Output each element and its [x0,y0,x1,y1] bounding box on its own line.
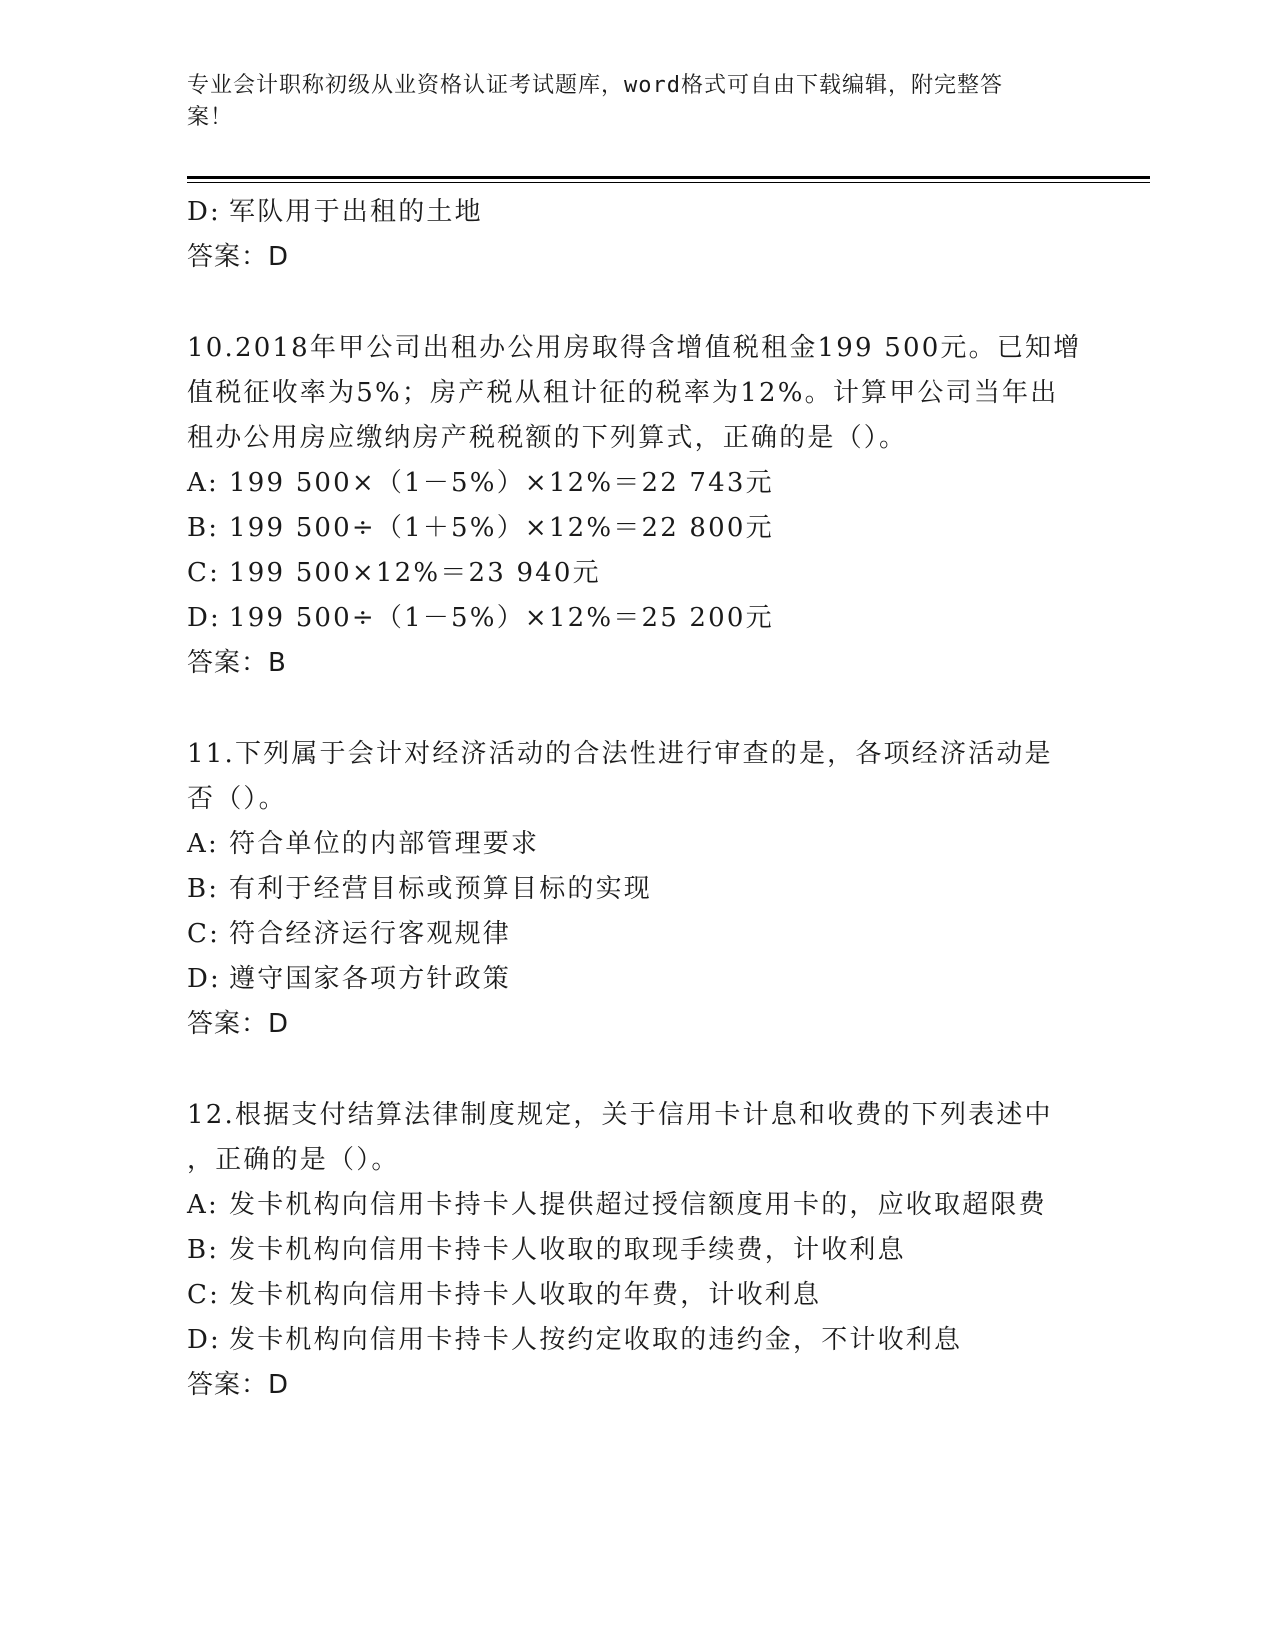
option-text: 发卡机构向信用卡持卡人收取的取现手续费，计收利息 [229,1235,906,1265]
option-key: B: [187,513,220,543]
question-stem-line: 12.根据支付结算法律制度规定，关于信用卡计息和收费的下列表述中 [187,1100,1053,1130]
option-key: A: [187,1190,219,1220]
question-10 [187,326,1087,686]
exam-content [187,190,1087,1408]
option-b [187,506,1087,551]
question-11 [187,732,1087,1047]
option-c [187,551,1087,596]
option-text: 符合经济运行客观规律 [229,919,512,949]
spacer [187,280,1087,326]
option-a [187,1183,1087,1228]
answer-line: 答案：D [187,242,290,272]
header-line-1: 专业会计职称初级从业资格认证考试题库，word格式可自由下载编辑，附完整答 [187,73,1003,98]
question-stem-line: 值税征收率为5%；房产税从租计征的税率为12%。计算甲公司当年出 [187,378,1059,408]
option-text: 有利于经营目标或预算目标的实现 [229,874,653,904]
option-c [187,1273,1087,1318]
header-line-2: 案！ [187,105,234,130]
option-text: 199 500×12%＝23 940元 [229,558,601,588]
question-stem-line: ，正确的是（）。 [187,1145,400,1175]
question-stem-line: 租办公用房应缴纳房产税税额的下列算式，正确的是（）。 [187,423,908,453]
option-text: 军队用于出租的土地 [229,197,483,227]
option-key: D: [187,603,222,633]
option-key: C: [187,919,221,949]
option-key: A: [187,829,219,859]
option-text: 遵守国家各项方针政策 [229,964,512,994]
option-c [187,912,1087,957]
question-stem-line: 11.下列属于会计对经济活动的合法性进行审查的是，各项经济活动是 [187,739,1053,769]
option-text: 199 500×（1－5%）×12%＝22 743元 [229,468,774,498]
option-text: 199 500÷（1＋5%）×12%＝22 800元 [229,513,774,543]
option-d [187,957,1087,1002]
page-header [187,70,1067,134]
answer-line: 答案：D [187,1009,290,1039]
option-d [187,190,1087,235]
option-a [187,461,1087,506]
option-b [187,867,1087,912]
option-d [187,596,1087,641]
question-12 [187,1093,1087,1408]
question-stem-line: 10.2018年甲公司出租办公用房取得含增值税租金199 500元。已知增 [187,333,1082,363]
answer-line: 答案：D [187,1370,290,1400]
option-key: C: [187,1280,221,1310]
option-text: 发卡机构向信用卡持卡人收取的年费，计收利息 [229,1280,822,1310]
prev-question-block [187,190,1087,280]
option-key: B: [187,874,220,904]
option-text: 199 500÷（1－5%）×12%＝25 200元 [229,603,774,633]
option-b [187,1228,1087,1273]
option-text: 符合单位的内部管理要求 [229,829,540,859]
option-key: D: [187,197,222,227]
header-divider-thin [187,182,1150,183]
question-stem-line: 否（）。 [187,784,287,814]
spacer [187,1047,1087,1093]
option-d [187,1318,1087,1363]
option-a [187,822,1087,867]
option-text: 发卡机构向信用卡持卡人提供超过授信额度用卡的，应收取超限费 [229,1190,1047,1220]
header-divider-thick [187,176,1150,179]
option-key: C: [187,558,221,588]
answer-line: 答案：B [187,648,287,678]
spacer [187,686,1087,732]
option-key: D: [187,1325,222,1355]
option-key: D: [187,964,222,994]
option-key: B: [187,1235,220,1265]
option-key: A: [187,468,219,498]
option-text: 发卡机构向信用卡持卡人按约定收取的违约金，不计收利息 [229,1325,963,1355]
